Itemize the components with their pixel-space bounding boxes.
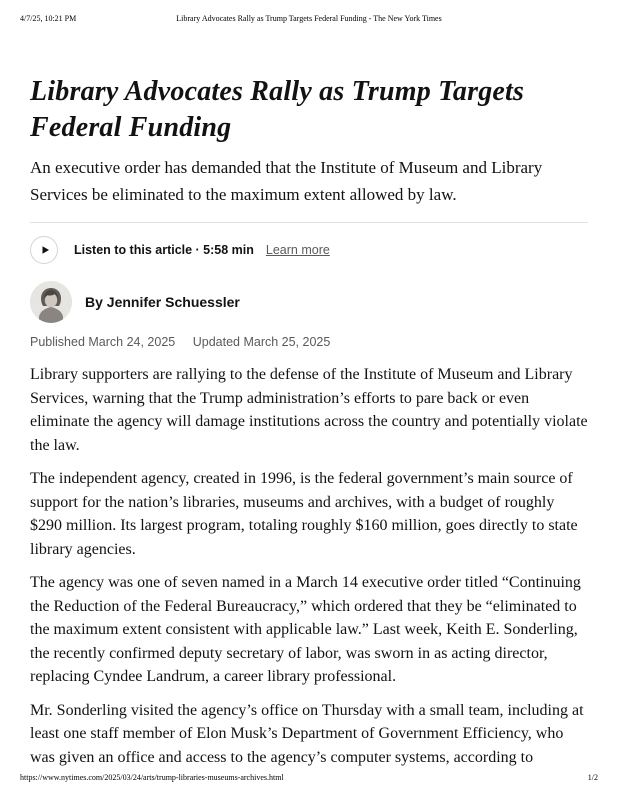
print-header-title: Library Advocates Rally as Trump Targets Federal Funding - The New York Times <box>176 14 442 23</box>
article-body <box>30 363 588 769</box>
article-paragraph: Library supporters are rallying to the defense of the Institute of Museum and Library Services, warning that the Trump administration’s efforts to pare back or even eliminate the agency will damage institutions across the country and potentially violate the law. <box>30 366 588 454</box>
section-divider <box>30 222 588 223</box>
published-date: Published March 24, 2025 <box>30 335 176 349</box>
updated-date: Updated March 25, 2025 <box>192 335 331 349</box>
print-header-datetime: 4/7/25, 10:21 PM <box>20 14 77 23</box>
dateline <box>30 334 588 350</box>
print-footer-url: https://www.nytimes.com/2025/03/24/arts/trump-libraries-museums-archives.html <box>20 773 284 782</box>
play-icon <box>38 244 51 256</box>
learn-more-link[interactable]: Learn more <box>265 243 330 257</box>
author-avatar <box>30 281 72 323</box>
article-content <box>30 0 588 779</box>
listen-label: Listen to this article · 5:58 min <box>74 243 254 257</box>
article-headline: Library Advocates Rally as Trump Targets Federal Funding <box>30 76 525 143</box>
play-audio-button[interactable] <box>30 236 58 264</box>
author-byline: By Jennifer Schuessler <box>85 294 240 310</box>
print-footer-page-number: 1/2 <box>587 773 598 782</box>
byline-row <box>30 281 588 323</box>
print-footer <box>0 772 618 784</box>
article-paragraph: The agency was one of seven named in a March 14 executive order titled “Continuing the Reduction of the Federal Bureaucracy,” which ordered that they be “eliminated to the maximum extent consistent with applicable law.” Last week, Keith E. Sonderling, the recently confirmed deputy secretary of labor, was sworn in as acting director, replacing Cyndee Landrum, a career library professional. <box>30 574 581 685</box>
article-subheadline: An executive order has demanded that the Institute of Museum and Library Services be eliminated to the maximum extent allowed by law. <box>30 158 543 204</box>
article-paragraph: The independent agency, created in 1996, is the federal government’s main source of support for the nation’s libraries, museums and archives, with a budget of roughly $290 million. Its largest program, totaling roughly $160 million, goes directly to state library agencies. <box>30 470 578 558</box>
listen-to-article-bar <box>30 236 588 264</box>
article-paragraph: Mr. Sonderling visited the agency’s office on Thursday with a small team, including at least one staff member of Elon Musk’s Department of Government Efficiency, who was given an office and access to the agency’s computer systems, according to <box>30 701 584 766</box>
